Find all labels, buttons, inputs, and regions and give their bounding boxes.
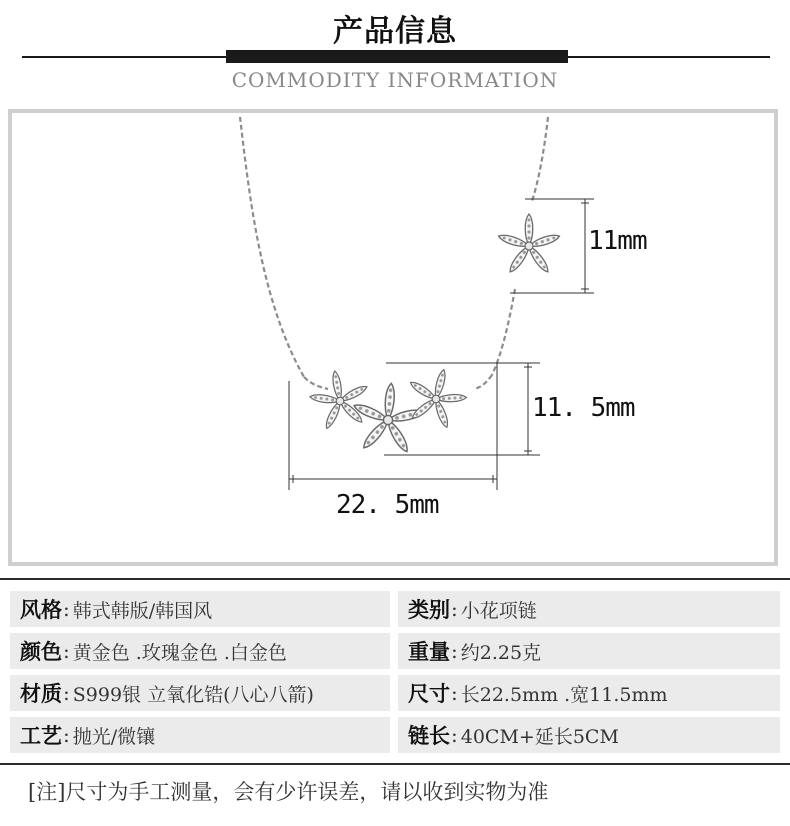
spec-colon: : bbox=[63, 639, 70, 663]
spec-key: 类别 bbox=[408, 598, 450, 622]
dimension-label-cluster-width: 22. 5mm bbox=[336, 490, 439, 520]
single-flower-charm bbox=[497, 214, 560, 274]
spec-key: 工艺 bbox=[20, 724, 62, 748]
spec-colon: : bbox=[451, 639, 458, 663]
spec-style bbox=[10, 591, 390, 627]
spec-key: 颜色 bbox=[20, 640, 62, 664]
spec-chain-length bbox=[398, 717, 780, 753]
spec-size bbox=[398, 675, 780, 711]
measurement-note: [注]尺寸为手工测量，会有少许误差，请以收到实物为准 bbox=[28, 780, 549, 804]
spec-material bbox=[10, 675, 390, 711]
page-subtitle: COMMODITY INFORMATION bbox=[231, 68, 559, 92]
spec-category bbox=[398, 591, 780, 627]
spec-value: 40CM+延长5CM bbox=[460, 725, 619, 748]
specs-divider-top bbox=[0, 578, 790, 580]
spec-colon: : bbox=[451, 681, 458, 705]
spec-key: 链长 bbox=[408, 724, 450, 748]
specs-divider-bottom bbox=[0, 763, 790, 765]
spec-colon: : bbox=[63, 723, 70, 747]
spec-value: 小花项链 bbox=[460, 599, 537, 622]
spec-value: 黄金色 .玫瑰金色 .白金色 bbox=[72, 641, 287, 664]
spec-value: 抛光/微镶 bbox=[72, 725, 156, 748]
spec-colon: : bbox=[451, 597, 458, 621]
spec-colon: : bbox=[451, 723, 458, 747]
spec-value: S999银 立氧化锆(八心八箭) bbox=[72, 683, 314, 706]
spec-value: 长22.5mm .宽11.5mm bbox=[460, 683, 668, 706]
dimension-label-cluster-height: 11. 5mm bbox=[532, 393, 635, 423]
spec-value: 韩式韩版/韩国风 bbox=[72, 599, 213, 622]
chain bbox=[240, 117, 548, 389]
spec-key: 材质 bbox=[20, 682, 62, 706]
spec-colon: : bbox=[63, 597, 70, 621]
spec-craft bbox=[10, 717, 390, 753]
flower-cluster-charm bbox=[305, 362, 473, 455]
spec-key: 风格 bbox=[20, 598, 62, 622]
spec-colon: : bbox=[63, 681, 70, 705]
spec-color bbox=[10, 633, 390, 669]
spec-key: 重量 bbox=[408, 640, 450, 664]
spec-key: 尺寸 bbox=[408, 682, 450, 706]
spec-value: 约2.25克 bbox=[460, 641, 542, 664]
spec-weight bbox=[398, 633, 780, 669]
page-title: 产品信息 bbox=[333, 14, 457, 49]
dimension-label-flower: 11mm bbox=[588, 226, 647, 256]
header-divider-bar bbox=[226, 50, 568, 63]
